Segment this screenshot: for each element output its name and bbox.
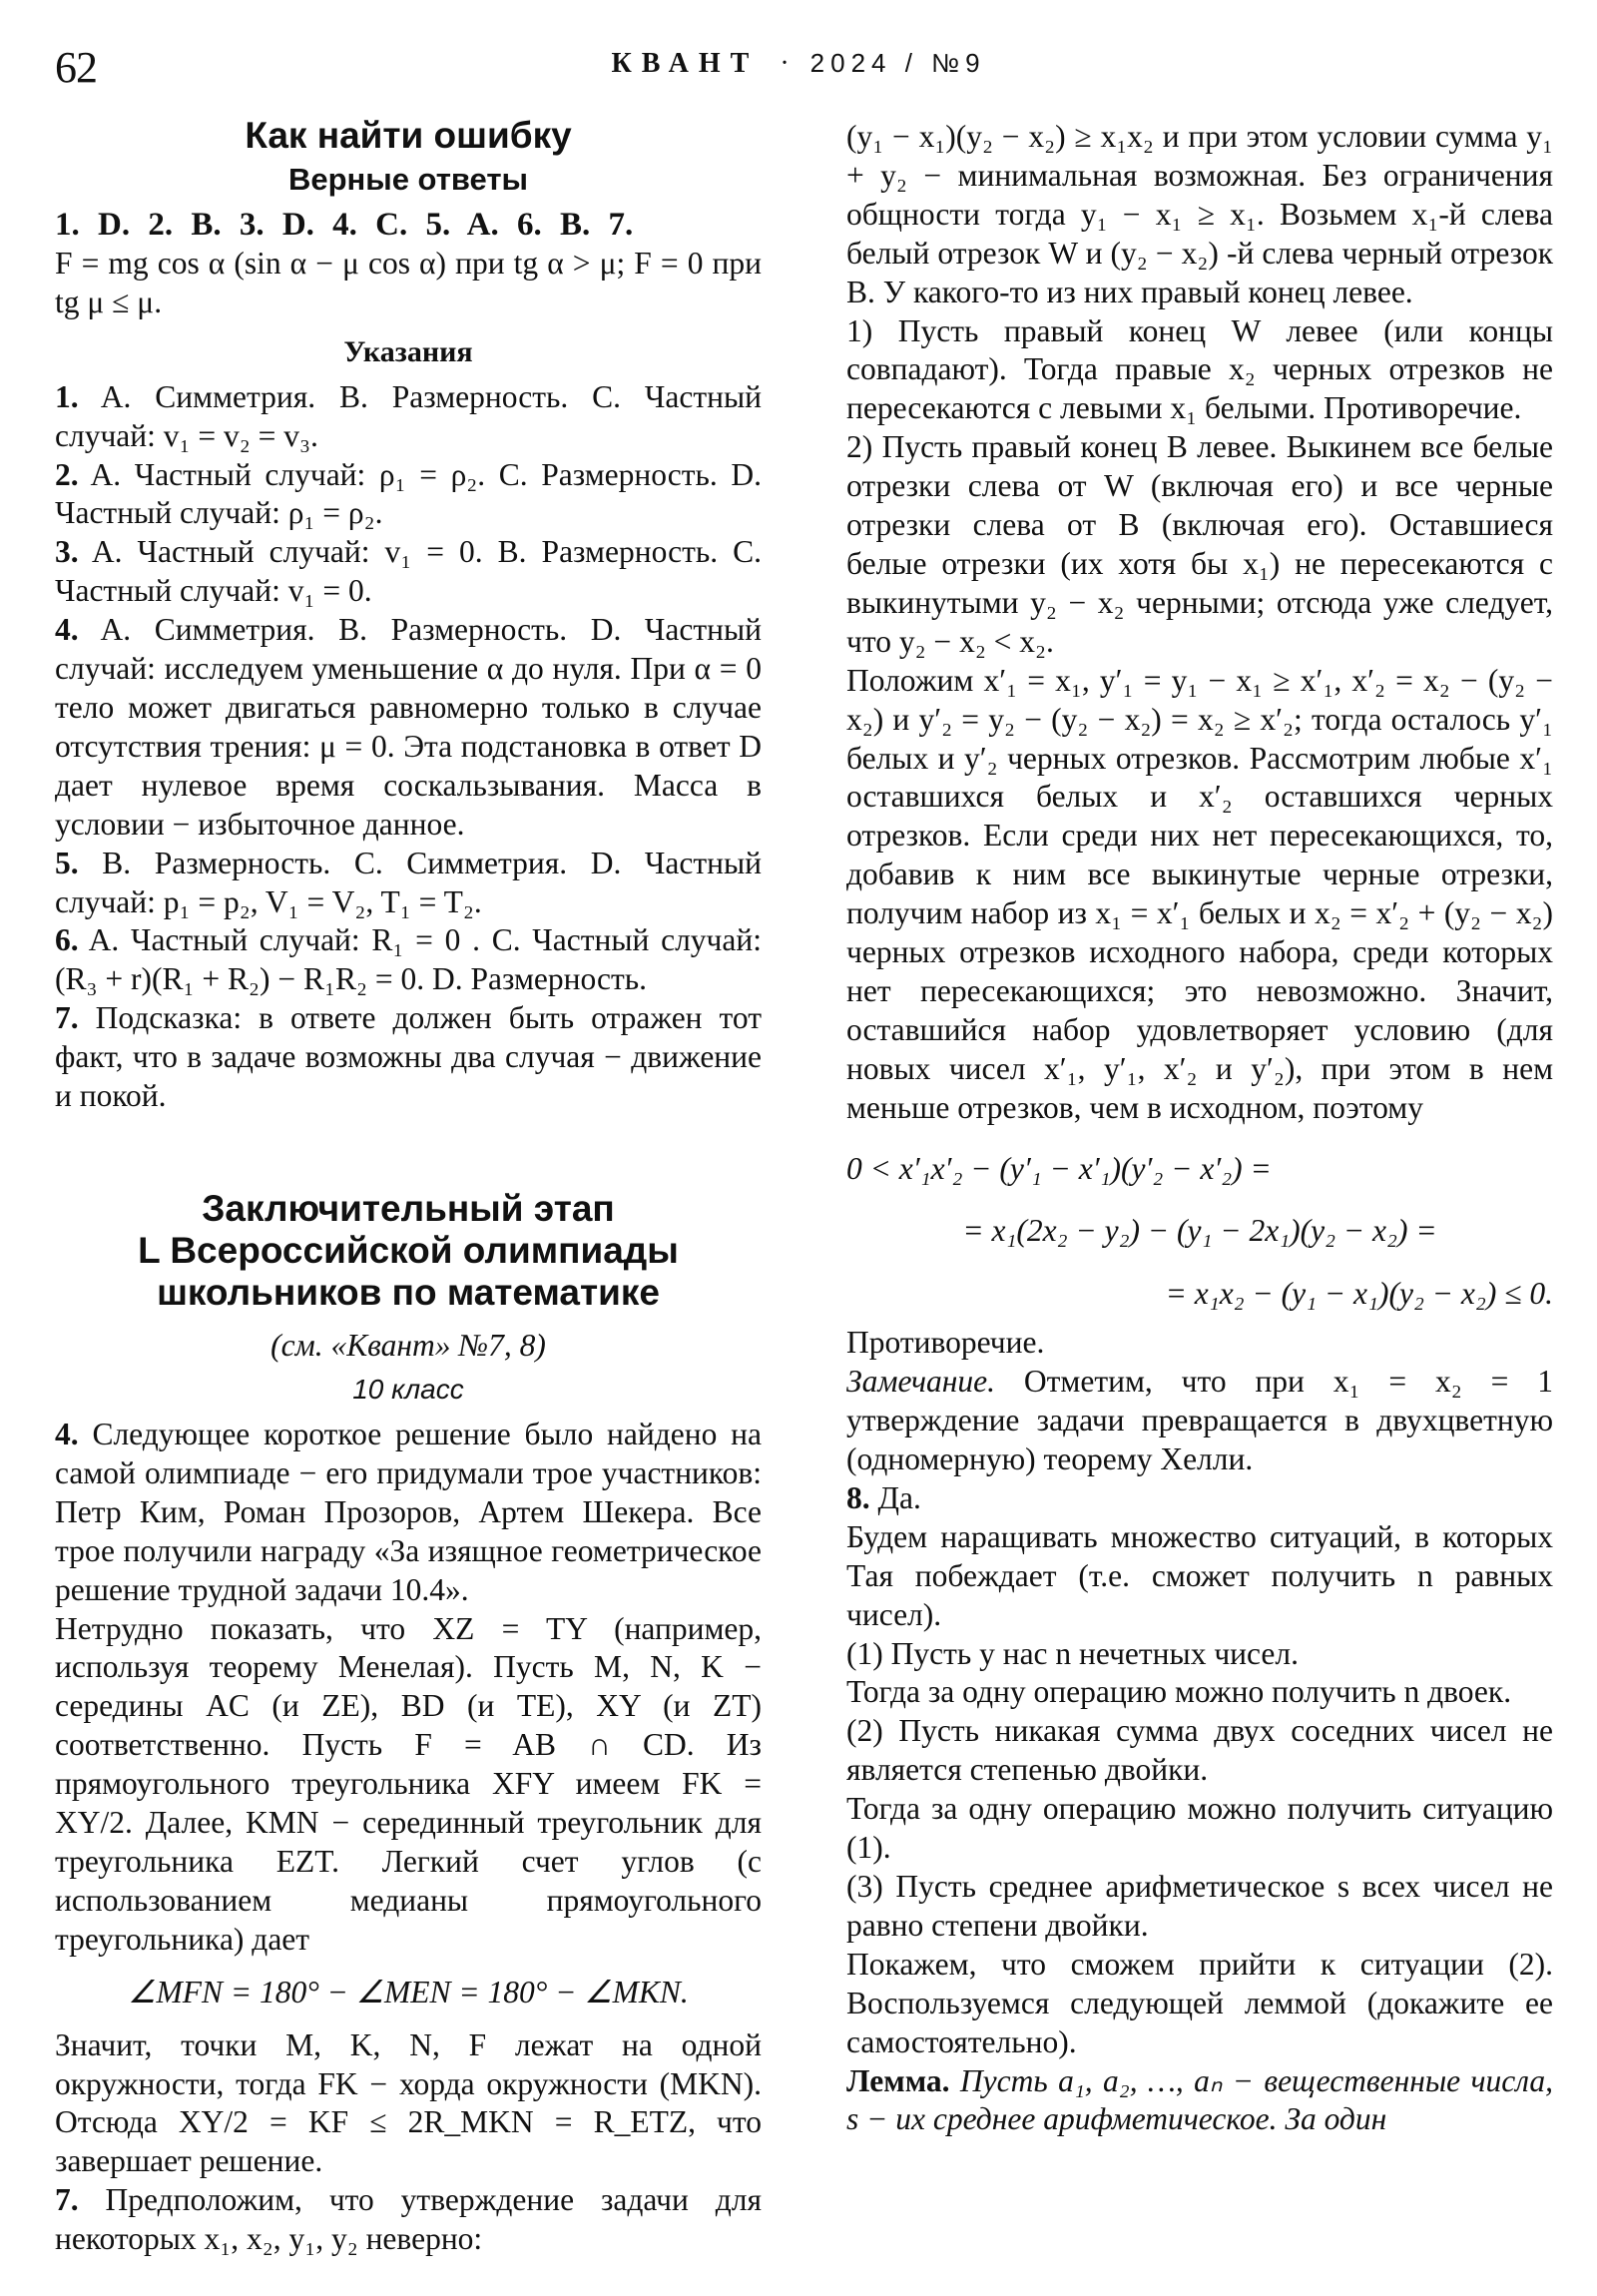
- answer-7: F = mg cos α (sin α − μ cos α) при tg α > μ; F = 0 при tg μ ≤ μ.: [55, 245, 762, 319]
- olympiad-title-line: школьников по математике: [157, 1272, 660, 1313]
- grade-label: 10 класс: [352, 1374, 464, 1405]
- paragraph: (1) Пусть у нас n нечетных чисел.: [846, 1635, 1299, 1671]
- solution-text: Следующее короткое решение было найдено на самой олимпиаде − его придумали трое участников: Петр Ким, Роман Прозоров, Артем Шекера. Все трое получили награду «За изящное геометрическое решение трудной задачи 10.4».: [55, 1417, 762, 1607]
- hints-heading: Указания: [343, 334, 473, 368]
- paragraph: 1) Пусть правый конец W левее (или концы совпадают). Тогда правые x₂ черных отрезков не пересекаются с левыми x₁ белыми. Противоречие.: [846, 312, 1553, 426]
- hint-item: [55, 456, 762, 534]
- remark: [846, 1363, 1553, 1479]
- right-column: [846, 118, 1553, 2139]
- answers-list: 1. D. 2. B. 3. D. 4. C. 5. A. 6. B. 7.: [55, 207, 634, 243]
- olympiad-title-line: Заключительный этап: [202, 1188, 615, 1229]
- page-number: 62: [55, 43, 97, 92]
- hint-number: 2.: [55, 456, 79, 492]
- equation-line: = x₁(2x₂ − y₂) − (y₁ − 2x₁)(y₂ − x₂) =: [962, 1213, 1437, 1249]
- article-title: Как найти ошибку: [245, 115, 572, 156]
- hint-number: 1.: [55, 378, 79, 414]
- paragraph: 2) Пусть правый конец B левее. Выкинем все белые отрезки слева от W (включая его) и все черные отрезки слева от B (включая его). Оставшиеся белые отрезки (их хотя бы x₁) не пересекаются с выкинутыми y₂ − x₂ черными; отсюда уже следует, что y₂ − x₂ < x₂.: [846, 429, 1553, 659]
- paragraph: Тогда за одну операцию можно получить n двоек.: [846, 1674, 1512, 1710]
- hint-text: A. Частный случай: v₁ = 0. B. Размерность. C. Частный случай: v₁ = 0.: [55, 534, 762, 609]
- hint-item: [55, 611, 762, 844]
- hint-number: 4.: [55, 612, 79, 648]
- equation-line: 0 < x′₁x′₂ − (y′₁ − x′₁)(y′₂ − x′₂) =: [846, 1150, 1272, 1186]
- paragraph: Противоречие.: [846, 1325, 1045, 1361]
- hint-number: 3.: [55, 534, 79, 570]
- lemma-label: Лемма.: [846, 2062, 950, 2098]
- left-column: [55, 114, 762, 1116]
- header-separator: ·: [780, 48, 790, 79]
- reference: (см. «Квант» №7, 8): [270, 1328, 546, 1363]
- angle-formula: ∠MFN = 180° − ∠MEN = 180° − ∠MKN.: [128, 1974, 689, 2009]
- hint-item: [55, 999, 762, 1116]
- solution-4: [55, 1416, 762, 1610]
- hint-number: 7.: [55, 1000, 79, 1036]
- problem-number: 4.: [55, 1417, 79, 1451]
- left-column-olympiad: [55, 1188, 762, 2259]
- solution-text: Предположим, что утверждение задачи для некоторых x₁, x₂, y₁, y₂ неверно:: [55, 2182, 762, 2257]
- hint-item: [55, 378, 762, 456]
- paragraph: Покажем, что сможем прийти к ситуации (2). Воспользуемся следующей леммой (докажите ее самостоятельно).: [846, 1946, 1553, 2059]
- paragraph: Положим x′₁ = x₁, y′₁ = y₁ − x₁ ≥ x′₁, x′₂ = x₂ − (y₂ − x₂) и y′₂ = y₂ − (y₂ − x₂) = x₂ ≥ x′₂; тогда осталось y′₁ белых и y′₂ черных отрезков. Рассмотрим любые x′₁ оставшихся белых и x′₂ оставшихся черных отрезков. Если среди них нет пересекающихся, то, добавив к ним все выкинутые черные отрезки, получим набор из x₁ = x′₁ белых и x₂ = x′₂ + (y₂ − x₂) черных отрезков исходного набора, среди которых нет пересекающихся; это невозможно. Значит, оставшийся набор удовлетворяет условию (для новых чисел x′₁, y′₁, x′₂ и y′₂), при этом в нем меньше отрезков, чем в исходном, поэтому: [846, 662, 1553, 1125]
- hint-text: B. Размерность. C. Симметрия. D. Частный случай: p₁ = p₂, V₁ = V₂, T₁ = T₂.: [55, 845, 763, 919]
- hint-text: A. Симметрия. B. Размерность. D. Частный случай: исследуем уменьшение α до нуля. При α = 0 тело может двигаться равномерно только в случае отсутствия трения: μ = 0. Эта подстановка в ответ D дает нулевое время соскальзывания. Масса в условии − избыточное данное.: [55, 612, 763, 842]
- paragraph: (y₁ − x₁)(y₂ − x₂) ≥ x₁x₂ и при этом условии сумма y₁ + y₂ − минимальная возможная. Без ограничения общности тогда y₁ − x₁ ≥ x₁. Возьмем x₁-й слева белый отрезок W и (y₂ − x₂) -й слева черный отрезок B. У какого-то из них правый конец левее.: [846, 119, 1553, 309]
- hint-item: [55, 533, 762, 611]
- lemma-text: Пусть a₁, a₂, …, aₙ − вещественные числа, s − их среднее арифметическое. За один: [846, 2062, 1553, 2137]
- hint-text: A. Частный случай: R₁ = 0 . C. Частный случай: (R₃ + r)(R₁ + R₂) − R₁R₂ = 0. D. Размерность.: [55, 922, 762, 997]
- problem-number: 8.: [846, 1479, 870, 1515]
- equation-line: = x₁x₂ − (y₁ − x₁)(y₂ − x₂) ≤ 0.: [1165, 1276, 1553, 1312]
- hint-number: 5.: [55, 845, 79, 880]
- solution-4-body: Нетрудно показать, что XZ = TY (например, используя теорему Менелая). Пусть M, N, K − середины AC (и ZE), BD (и TE), XY (и ZT) соответственно. Пусть F = AB ∩ CD. Из прямоугольного треугольника XFY имеем FK = XY/2. Далее, KMN − серединный треугольник для треугольника EZT. Легкий счет углов (с использованием медианы прямоугольного треугольника) дает: [55, 1610, 762, 1957]
- remark-label: Замечание.: [846, 1364, 996, 1400]
- paragraph: Тогда за одну операцию можно получить ситуацию (1).: [846, 1791, 1553, 1866]
- solution-7: [55, 2181, 762, 2259]
- issue-number: 2024 / №9: [809, 48, 986, 78]
- paragraph: (2) Пусть никакая сумма двух соседних чисел не является степенью двойки.: [846, 1713, 1553, 1788]
- hint-item: [55, 921, 762, 999]
- hint-item: [55, 845, 762, 922]
- running-header: [0, 48, 1597, 80]
- answers-heading: Верные ответы: [287, 162, 529, 197]
- problem-number: 7.: [55, 2182, 79, 2218]
- solution-4-conclusion: Значит, точки M, K, N, F лежат на одной окружности, тогда FK − хорда окружности (MKN). Отсюда XY/2 = KF ≤ 2R_MKN = R_ETZ, что завершает решение.: [55, 2026, 762, 2179]
- solution-8: [846, 1479, 1553, 1518]
- lemma: [846, 2062, 1553, 2140]
- remark-text: Отметим, что при x₁ = x₂ = 1 утверждение задачи превращается в двухцветную (одномерную) теорему Хелли.: [846, 1364, 1554, 1476]
- olympiad-title-line: L Всероссийской олимпиады: [138, 1230, 679, 1271]
- solution-text: Да.: [877, 1479, 921, 1515]
- hint-text: Подсказка: в ответе должен быть отражен тот факт, что в задаче возможны два случая − движение и покой.: [55, 1000, 763, 1114]
- paragraph: (3) Пусть среднее арифметическое s всех чисел не равно степени двойки.: [846, 1868, 1553, 1943]
- hint-text: A. Симметрия. B. Размерность. C. Частный случай: v₁ = v₂ = v₃.: [55, 378, 762, 453]
- hint-text: A. Частный случай: ρ₁ = ρ₂. C. Размерность. D. Частный случай: ρ₁ = ρ₂.: [55, 456, 762, 531]
- hint-number: 6.: [55, 922, 79, 958]
- paragraph: Будем наращивать множество ситуаций, в которых Тая побеждает (т.е. сможет получить n равных чисел).: [846, 1518, 1553, 1632]
- magazine-name: КВАНТ: [611, 48, 760, 79]
